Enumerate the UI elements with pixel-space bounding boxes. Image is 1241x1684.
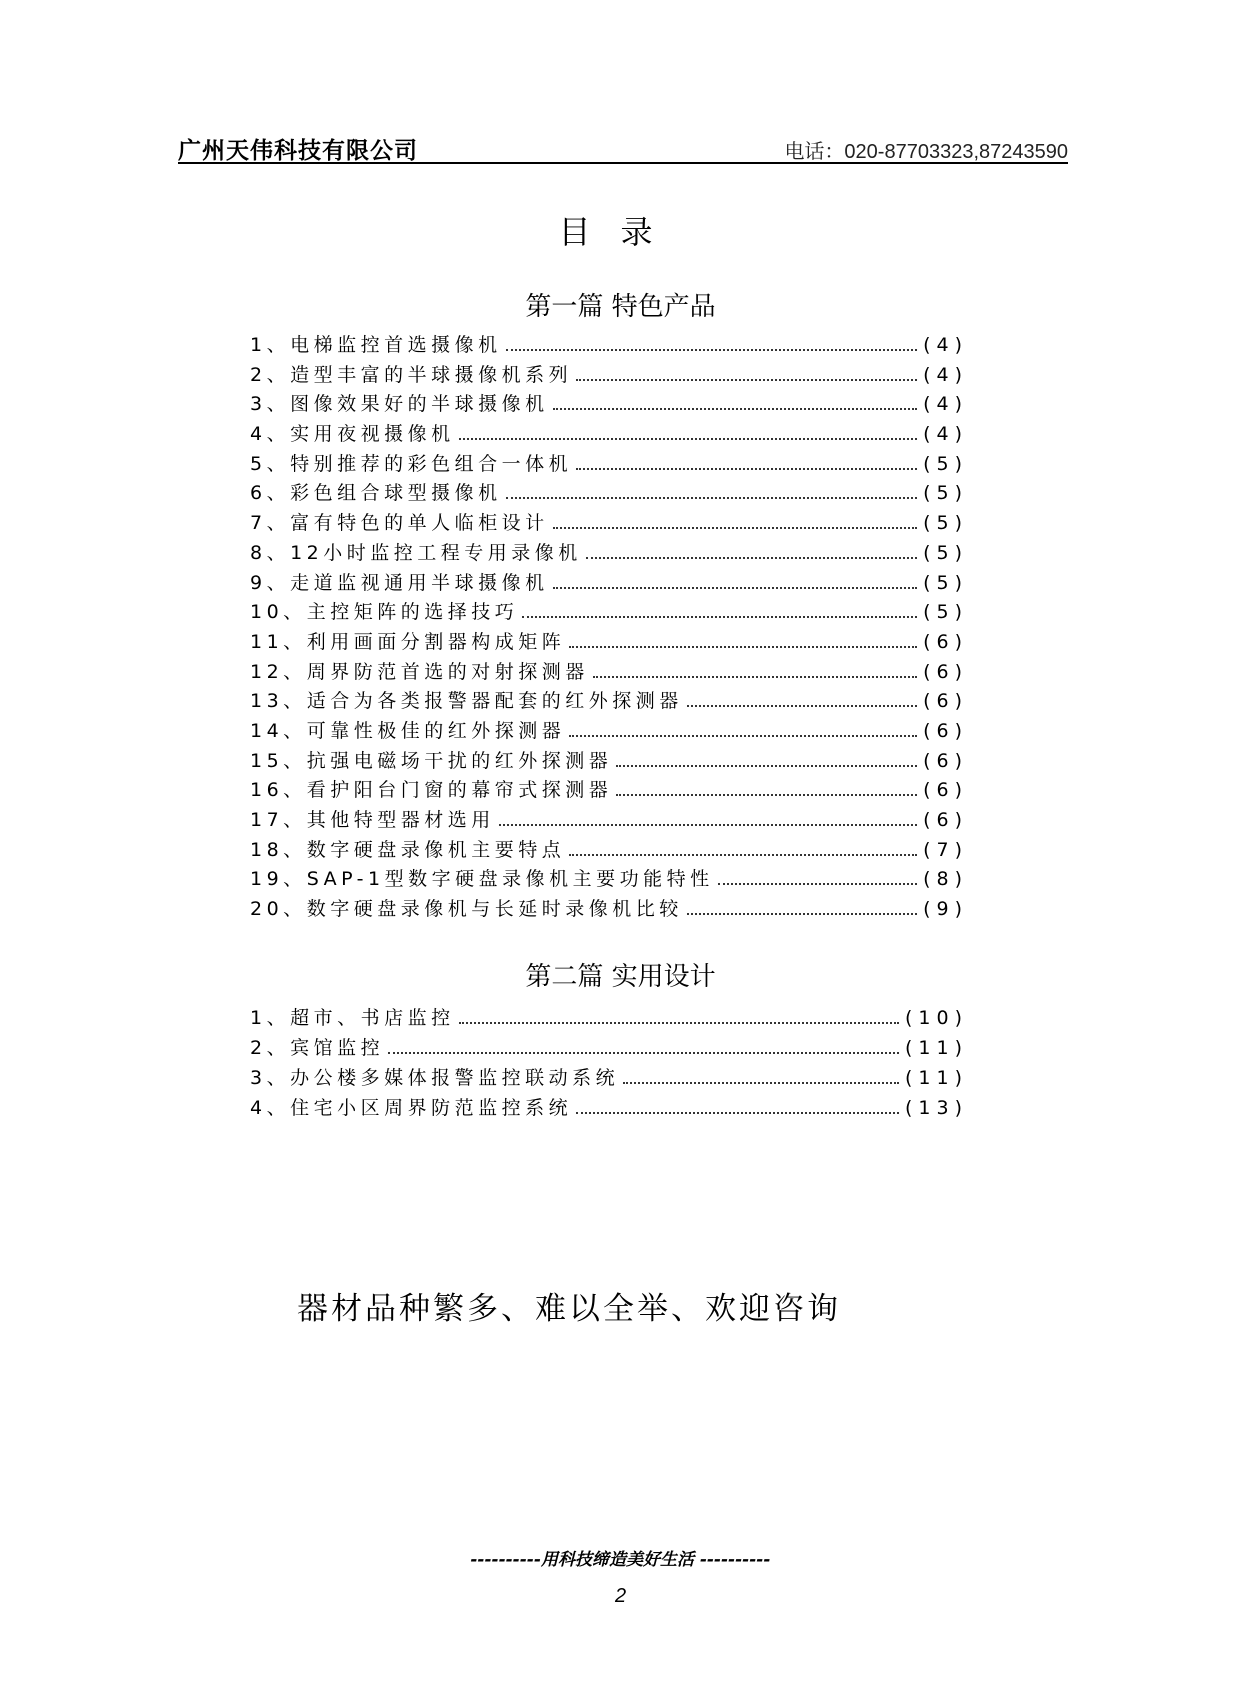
section-title-2: 第二篇 实用设计 [525, 962, 716, 992]
toc-list-1 [250, 330, 968, 924]
toc-entry-page: (5) [923, 512, 968, 535]
toc-entry-page: (9) [923, 898, 968, 921]
toc-entry-page: (10) [904, 1007, 968, 1029]
toc-entry-text: 抗强电磁场干扰的红外探测器 [306, 749, 613, 772]
toc-entry-text: 造型丰富的半球摄像机系列 [290, 363, 573, 386]
toc-entry[interactable] [250, 657, 968, 687]
toc-entry[interactable] [250, 1003, 968, 1033]
toc-entry[interactable] [250, 330, 968, 360]
slogan: 器材品种繁多、难以全举、欢迎咨询 [297, 1291, 841, 1327]
toc-leader-dots [569, 646, 917, 648]
toc-entry-page: (6) [923, 630, 968, 653]
toc-leader-dots [569, 735, 917, 737]
toc-entry-number: 11、 [250, 630, 307, 653]
toc-entry-number: 2、 [250, 363, 291, 386]
toc-entry-number: 8、 [250, 541, 291, 564]
toc-entry-page: (6) [923, 809, 968, 831]
toc-leader-dots [586, 557, 917, 559]
toc-entry-text: 数字硬盘录像机主要特点 [306, 838, 566, 861]
toc-entry[interactable] [250, 1063, 968, 1093]
toc-entry-text: 周界防范首选的对射探测器 [306, 660, 589, 683]
toc-entry[interactable] [250, 805, 968, 835]
toc-entry-text: 住宅小区周界防范监控系统 [290, 1097, 573, 1119]
phone-number: 电话：020-87703323,87243590 [784, 141, 1068, 163]
toc-entry[interactable] [250, 419, 968, 449]
toc-entry-text: 图像效果好的半球摄像机 [290, 393, 549, 416]
toc-entry-page: (13) [904, 1097, 968, 1119]
footer-motto: ----------用科技缔造美好生活 ---------- [470, 1550, 771, 1570]
toc-title [0, 207, 1241, 253]
toc-leader-dots [687, 913, 917, 915]
toc-entry-number: 19、 [250, 868, 307, 891]
toc-entry-text: 走道监视通用半球摄像机 [290, 571, 549, 594]
toc-entry-text: 看护阳台门窗的幕帘式探测器 [306, 779, 613, 802]
toc-entry[interactable] [250, 627, 968, 657]
toc-entry-number: 9、 [250, 571, 291, 594]
toc-entry[interactable] [250, 538, 968, 568]
toc-entry[interactable] [250, 864, 968, 894]
toc-entry-number: 1、 [250, 334, 291, 356]
toc-leader-dots [616, 765, 917, 767]
toc-entry[interactable] [250, 568, 968, 598]
page-header [178, 132, 1068, 164]
toc-entry-page: (11) [904, 1067, 968, 1089]
toc-entry[interactable] [250, 686, 968, 716]
toc-entry[interactable] [250, 597, 968, 627]
toc-leader-dots [718, 883, 917, 885]
toc-entry[interactable] [250, 775, 968, 805]
toc-entry-text: 主控矩阵的选择技巧 [306, 601, 519, 624]
toc-leader-dots [553, 527, 917, 529]
toc-entry-text: 特别推荐的彩色组合一体机 [290, 452, 573, 475]
toc-leader-dots [569, 854, 917, 856]
toc-entry-page: (6) [923, 690, 968, 713]
toc-entry-text: 利用画面分割器构成矩阵 [306, 630, 566, 653]
toc-entry-page: (6) [923, 779, 968, 802]
toc-entry-text: 彩色组合球型摄像机 [290, 482, 502, 505]
toc-entry-page: (5) [923, 452, 968, 475]
toc-entry-page: (8) [923, 868, 968, 891]
toc-leader-dots [553, 587, 917, 589]
toc-leader-dots [553, 408, 917, 410]
toc-entry-number: 14、 [250, 719, 307, 742]
toc-entry-text: 办公楼多媒体报警监控联动系统 [290, 1067, 620, 1089]
toc-entry-number: 3、 [250, 1067, 291, 1089]
toc-entry[interactable] [250, 449, 968, 479]
toc-leader-dots [459, 1022, 899, 1024]
toc-entry-page: (5) [923, 482, 968, 505]
toc-entry-text: 实用夜视摄像机 [290, 423, 455, 446]
toc-leader-dots [593, 676, 917, 678]
toc-leader-dots [576, 1112, 899, 1114]
toc-title-char-2: 录 [620, 213, 683, 251]
toc-entry-number: 4、 [250, 1097, 291, 1119]
toc-entry-page: (11) [904, 1037, 968, 1059]
toc-entry[interactable] [250, 508, 968, 538]
toc-entry-text: 其他特型器材选用 [306, 809, 495, 831]
toc-entry-number: 3、 [250, 393, 291, 416]
toc-entry[interactable] [250, 716, 968, 746]
toc-entry[interactable] [250, 835, 968, 865]
toc-entry-text: 数字硬盘录像机与长延时录像机比较 [306, 898, 683, 921]
toc-entry-number: 17、 [250, 809, 307, 831]
section-title-1: 第一篇 特色产品 [525, 292, 716, 322]
toc-leader-dots [388, 1052, 899, 1054]
toc-entry[interactable] [250, 1033, 968, 1063]
toc-leader-dots [687, 705, 917, 707]
toc-entry-text: 富有特色的单人临柜设计 [290, 512, 549, 535]
toc-leader-dots [522, 616, 917, 618]
toc-leader-dots [623, 1082, 899, 1084]
toc-entry[interactable] [250, 478, 968, 508]
toc-leader-dots [576, 468, 917, 470]
toc-leader-dots [576, 379, 917, 381]
toc-entry-number: 2、 [250, 1037, 291, 1059]
toc-entry-page: (6) [923, 660, 968, 683]
toc-leader-dots [499, 824, 917, 826]
toc-leader-dots [616, 794, 917, 796]
toc-entry-number: 10、 [250, 601, 307, 624]
toc-entry-number: 6、 [250, 482, 291, 505]
toc-entry-page: (5) [923, 601, 968, 624]
toc-entry-text: 可靠性极佳的红外探测器 [306, 719, 566, 742]
toc-entry-page: (6) [923, 749, 968, 772]
toc-entry-page: (4) [923, 334, 968, 356]
company-name: 广州天伟科技有限公司 [178, 138, 418, 164]
toc-entry-page: (7) [923, 838, 968, 861]
toc-entry-page: (4) [923, 393, 968, 416]
toc-entry[interactable] [250, 894, 968, 924]
toc-entry-text: 宾馆监控 [290, 1037, 385, 1059]
toc-entry[interactable] [250, 746, 968, 776]
toc-entry-number: 13、 [250, 690, 307, 713]
toc-entry-number: 18、 [250, 838, 307, 861]
toc-entry-number: 20、 [250, 898, 307, 921]
toc-entry-page: (4) [923, 423, 968, 446]
toc-title-char-1: 目 [558, 213, 621, 251]
toc-leader-dots [506, 497, 917, 499]
toc-entry-page: (6) [923, 719, 968, 742]
toc-entry-number: 16、 [250, 779, 307, 802]
toc-entry[interactable] [250, 1093, 968, 1123]
toc-entry-page: (5) [923, 541, 968, 564]
toc-entry-number: 7、 [250, 512, 291, 535]
toc-entry-number: 1、 [250, 1007, 291, 1029]
toc-entry-text: 12小时监控工程专用录像机 [290, 541, 582, 564]
toc-entry-number: 4、 [250, 423, 291, 446]
toc-entry-number: 12、 [250, 660, 307, 683]
toc-entry-number: 5、 [250, 452, 291, 475]
toc-leader-dots [506, 349, 917, 351]
toc-entry-number: 15、 [250, 749, 307, 772]
toc-entry-text: 电梯监控首选摄像机 [290, 334, 502, 356]
toc-entry-text: SAP-1型数字硬盘录像机主要功能特性 [306, 868, 714, 891]
toc-entry-text: 适合为各类报警器配套的红外探测器 [306, 690, 683, 713]
toc-entry[interactable] [250, 389, 968, 419]
toc-entry-page: (4) [923, 363, 968, 386]
toc-entry[interactable] [250, 360, 968, 390]
page-number: 2 [614, 1585, 627, 1607]
toc-list-2 [250, 1003, 968, 1123]
toc-entry-page: (5) [923, 571, 968, 594]
toc-entry-text: 超市、书店监控 [290, 1007, 455, 1029]
toc-leader-dots [459, 438, 917, 440]
